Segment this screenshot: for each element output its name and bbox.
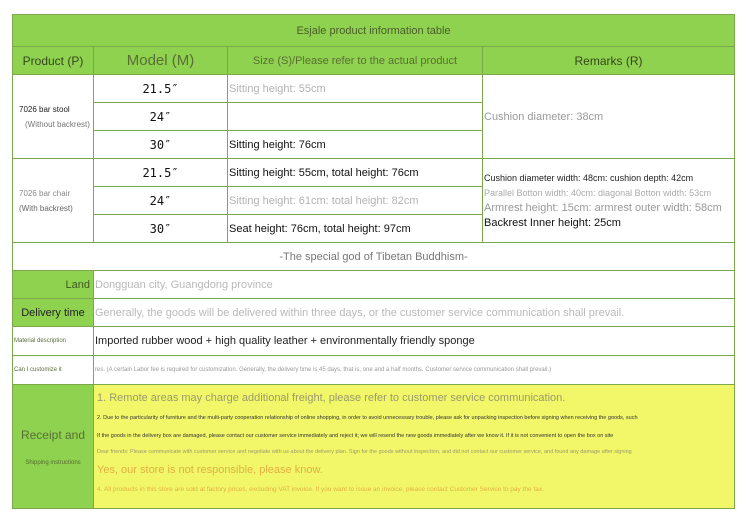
header-row — [13, 47, 735, 75]
chair-size-3: Seat height: 76cm, total height: 97cm — [228, 215, 483, 243]
receipt-label: Receipt and — [20, 427, 86, 442]
material-value: Imported rubber wood + high quality leather + environmentally friendly sponge — [94, 327, 735, 356]
receipt-label-cell — [13, 385, 94, 509]
header-size: Size (S)/Please refer to the actual product — [228, 47, 483, 75]
stool-name: 7026 bar stool — [19, 104, 70, 114]
separator-text: -The special god of Tibetan Buddhism- — [13, 243, 735, 271]
chair-model-2: 24″ — [94, 187, 228, 215]
delivery-row — [13, 299, 735, 327]
receipt-note-6: 4. All products in this store are sold at factory prices, excluding VAT invoice. If you want to issue an invoice, please contact Customer Service to pay the tax. — [97, 486, 544, 493]
delivery-value: Generally, the goods will be delivered within three days, or the customer service communication shall prevail. — [94, 299, 735, 327]
chair-row-1 — [13, 159, 735, 187]
chair-product-cell — [13, 159, 94, 243]
stool-size-3: Sitting height: 76cm — [228, 131, 483, 159]
land-label: Land — [13, 271, 94, 299]
chair-remark-2: Parallel Botton width: 40cm: diagonal Botton width: 53cm — [484, 187, 712, 198]
customize-row — [13, 356, 735, 385]
header-remarks: Remarks (R) — [483, 47, 735, 75]
stool-remark: Cushion diameter: 38cm — [483, 75, 735, 159]
chair-remark-3: Armrest height: 15cm: armrest outer width: 58cm — [484, 201, 722, 214]
product-info-table — [12, 14, 735, 509]
receipt-row — [13, 385, 735, 509]
stool-subtitle: (Without backrest) — [25, 119, 90, 129]
chair-size-2: Sitting height: 61cm: total height: 82cm — [228, 187, 483, 215]
chair-model-1: 21.5″ — [94, 159, 228, 187]
header-model: Model (M) — [94, 47, 228, 75]
receipt-note-2: 2. Due to the particularity of furniture and the multi-party cooperation relationship of online shopping, in order to avoid unnecessary trouble, please ask for unpacking inspection before signing when receiving the goods, such — [97, 415, 638, 421]
customize-label: Can I customize it — [13, 356, 94, 385]
material-row — [13, 327, 735, 356]
receipt-note-4: Dear friends: Please communicate with customer service and negotiate with us about the delivery plan. Sign for the goods without inspection, and did not contact our customer service, and found any damage after signing — [97, 449, 632, 455]
receipt-sublabel: Shipping instructions — [25, 459, 81, 466]
receipt-note-1: 1. Remote areas may charge additional freight, please refer to customer service communication. — [97, 392, 566, 404]
receipt-note-5: Yes, our store is not responsible, please know. — [97, 464, 323, 476]
header-product: Product (P) — [13, 47, 94, 75]
stool-model-3: 30″ — [94, 131, 228, 159]
stool-size-2 — [228, 103, 483, 131]
land-value: Dongguan city, Guangdong province — [94, 271, 735, 299]
stool-model-1: 21.5″ — [94, 75, 228, 103]
title-row — [13, 15, 735, 47]
stool-row-1 — [13, 75, 735, 103]
chair-name: 7026 bar chair — [19, 188, 71, 198]
chair-model-3: 30″ — [94, 215, 228, 243]
separator-row — [13, 243, 735, 271]
stool-model-2: 24″ — [94, 103, 228, 131]
chair-remark-4: Backrest Inner height: 25cm — [484, 216, 621, 229]
stool-product-cell — [13, 75, 94, 159]
chair-subtitle: (With backrest) — [19, 203, 73, 213]
customize-value: res. (A certain Labor fee is required for customization. Generally, the delivery time is 45 days, that is, one and a half months. Customer service communication shall prevail.) — [94, 356, 735, 385]
stool-size-1: Sitting height: 55cm — [228, 75, 483, 103]
land-row — [13, 271, 735, 299]
chair-size-1: Sitting height: 55cm, total height: 76cm — [228, 159, 483, 187]
receipt-notes — [94, 385, 735, 509]
chair-remark-1: Cushion diameter width: 48cm: cushion depth: 42cm — [484, 172, 694, 183]
delivery-label: Delivery time — [13, 299, 94, 327]
chair-remarks — [483, 159, 735, 243]
material-label: Material description — [13, 327, 94, 356]
table-title: Esjale product information table — [13, 15, 735, 47]
receipt-note-3: If the goods in the delivery box are damaged, please contact our customer service immediately and reject it; we will resend the new goods immediately after we know it. If it is not convenient to open the box on site — [97, 433, 614, 439]
